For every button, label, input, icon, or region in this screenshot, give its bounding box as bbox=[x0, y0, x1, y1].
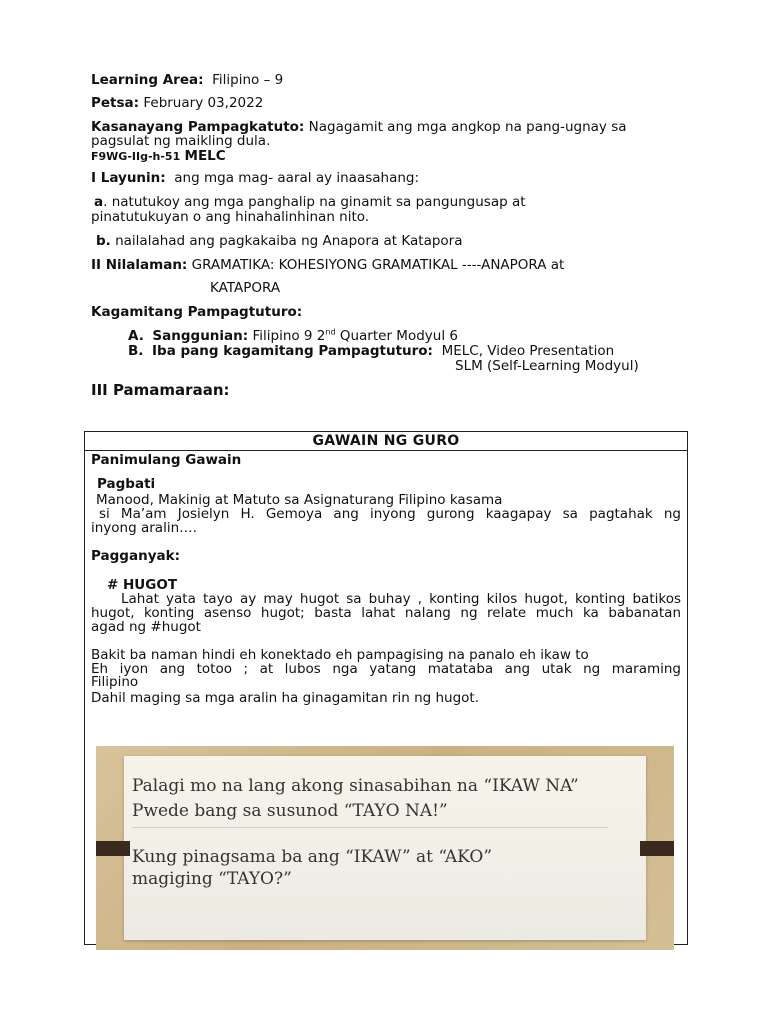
layunin-a-line1: . natutukoy ang mga panghalip na ginamit sa pangungusap at bbox=[103, 194, 526, 210]
nilalaman-row bbox=[91, 257, 564, 273]
sanggunian-marker: A. bbox=[128, 328, 144, 344]
layunin-a-letter: a bbox=[94, 194, 104, 210]
binder-tab-right bbox=[640, 841, 674, 856]
code-melc: MELC bbox=[184, 148, 226, 164]
hugot-paper bbox=[124, 756, 646, 940]
hugot-label: # HUGOT bbox=[107, 577, 178, 593]
sanggunian-value-post: Quarter Modyul 6 bbox=[335, 328, 458, 344]
layunin-a-line2: pinatutukuyan o ang hinahalinhinan nito. bbox=[91, 209, 370, 225]
learning-area-label: Learning Area: bbox=[91, 72, 204, 88]
sanggunian-value-sup: nd bbox=[325, 327, 336, 337]
kagamitan-label: Kagamitang Pampagtuturo: bbox=[91, 304, 303, 320]
paragraph-line-4: Dahil maging sa mga aralin ha ginagamitan rin ng hugot. bbox=[91, 690, 480, 706]
card-divider bbox=[132, 827, 608, 828]
hugot-line-3: agad ng #hugot bbox=[91, 619, 201, 635]
layunin-intro: ang mga mag- aaral ay inaasahang: bbox=[174, 170, 420, 186]
pagbati-line-1: Manood, Makinig at Matuto sa Asignaturang Filipino kasama bbox=[96, 492, 503, 508]
hugot-line-2: hugot, konting asenso hugot; basta lahat nalang ng relate much ka babanatan bbox=[91, 605, 681, 621]
kasanayan-label: Kasanayang Pampagkatuto: bbox=[91, 119, 305, 135]
layunin-b-letter: b. bbox=[96, 233, 111, 249]
layunin-label: I Layunin: bbox=[91, 170, 166, 186]
paragraph-line-2: Eh iyon ang totoo ; at lubos nga yatang matataba ang utak ng maraming bbox=[91, 661, 681, 677]
pagbati-label: Pagbati bbox=[97, 476, 156, 492]
hugot-line-1: Lahat yata tayo ay may hugot sa buhay , konting kilos hugot, konting batikos bbox=[121, 591, 681, 607]
layunin-a-row bbox=[94, 194, 526, 210]
iba-pang-label: Iba pang kagamitang Pampagtuturo: bbox=[152, 343, 433, 359]
pamamaraan-label: III Pamamaraan: bbox=[91, 381, 230, 399]
nilalaman-label: II Nilalaman: bbox=[91, 257, 188, 273]
paragraph-line-3: Filipino bbox=[91, 674, 139, 690]
pagbati-line-3: inyong aralin…. bbox=[91, 520, 197, 536]
nilalaman-value-2: KATAPORA bbox=[210, 280, 281, 296]
layunin-b-text: nailalahad ang pagkakaiba ng Anapora at Katapora bbox=[115, 233, 463, 249]
card-line-3: Kung pinagsama ba ang “IKAW” at “AKO” bbox=[132, 847, 493, 867]
code-row bbox=[91, 148, 226, 165]
code-small: F9WG-IIg-h-51 bbox=[91, 150, 181, 163]
card-line-2: Pwede bang sa susunod “TAYO NA!” bbox=[132, 801, 448, 821]
card-line-4: magiging “TAYO?” bbox=[132, 869, 292, 889]
petsa-label: Petsa: bbox=[91, 95, 140, 111]
kasanayan-value-2: pagsulat ng maikling dula. bbox=[91, 133, 271, 149]
nilalaman-value-1: GRAMATIKA: KOHESIYONG GRAMATIKAL ----ANAPORA at bbox=[191, 257, 565, 273]
panimula-label: Panimulang Gawain bbox=[91, 452, 242, 468]
iba-pang-row bbox=[128, 343, 614, 359]
table-header: GAWAIN NG GURO bbox=[85, 432, 687, 451]
sanggunian-label: Sanggunian: bbox=[152, 328, 249, 344]
card-line-1: Palagi mo na lang akong sinasabihan na “IKAW NA” bbox=[132, 776, 579, 796]
paragraph-line-1: Bakit ba naman hindi eh konektado eh pampagising na panalo eh ikaw to bbox=[91, 647, 589, 663]
iba-pang-value-1: MELC, Video Presentation bbox=[441, 343, 615, 359]
iba-pang-marker: B. bbox=[128, 343, 144, 359]
learning-area-row bbox=[91, 72, 283, 88]
kasanayan-value-1: Nagagamit ang mga angkop na pang-ugnay sa bbox=[308, 119, 627, 135]
pagbati-line-2: si Ma’am Josielyn H. Gemoya ang inyong gurong kaagapay sa pagtahak ng bbox=[99, 506, 681, 522]
iba-pang-value-2: SLM (Self-Learning Modyul) bbox=[455, 358, 639, 374]
petsa-value: February 03,2022 bbox=[143, 95, 264, 111]
learning-area-value: Filipino – 9 bbox=[212, 72, 284, 88]
layunin-row bbox=[91, 170, 419, 186]
hugot-image-card bbox=[96, 746, 674, 950]
pagganyak-label: Pagganyak: bbox=[91, 548, 180, 564]
petsa-row bbox=[91, 95, 263, 111]
gawain-table bbox=[84, 431, 688, 945]
binder-tab-left bbox=[96, 841, 130, 856]
sanggunian-value-pre: Filipino 9 2 bbox=[252, 328, 326, 344]
sanggunian-row bbox=[128, 328, 458, 344]
layunin-b-row bbox=[96, 233, 463, 249]
